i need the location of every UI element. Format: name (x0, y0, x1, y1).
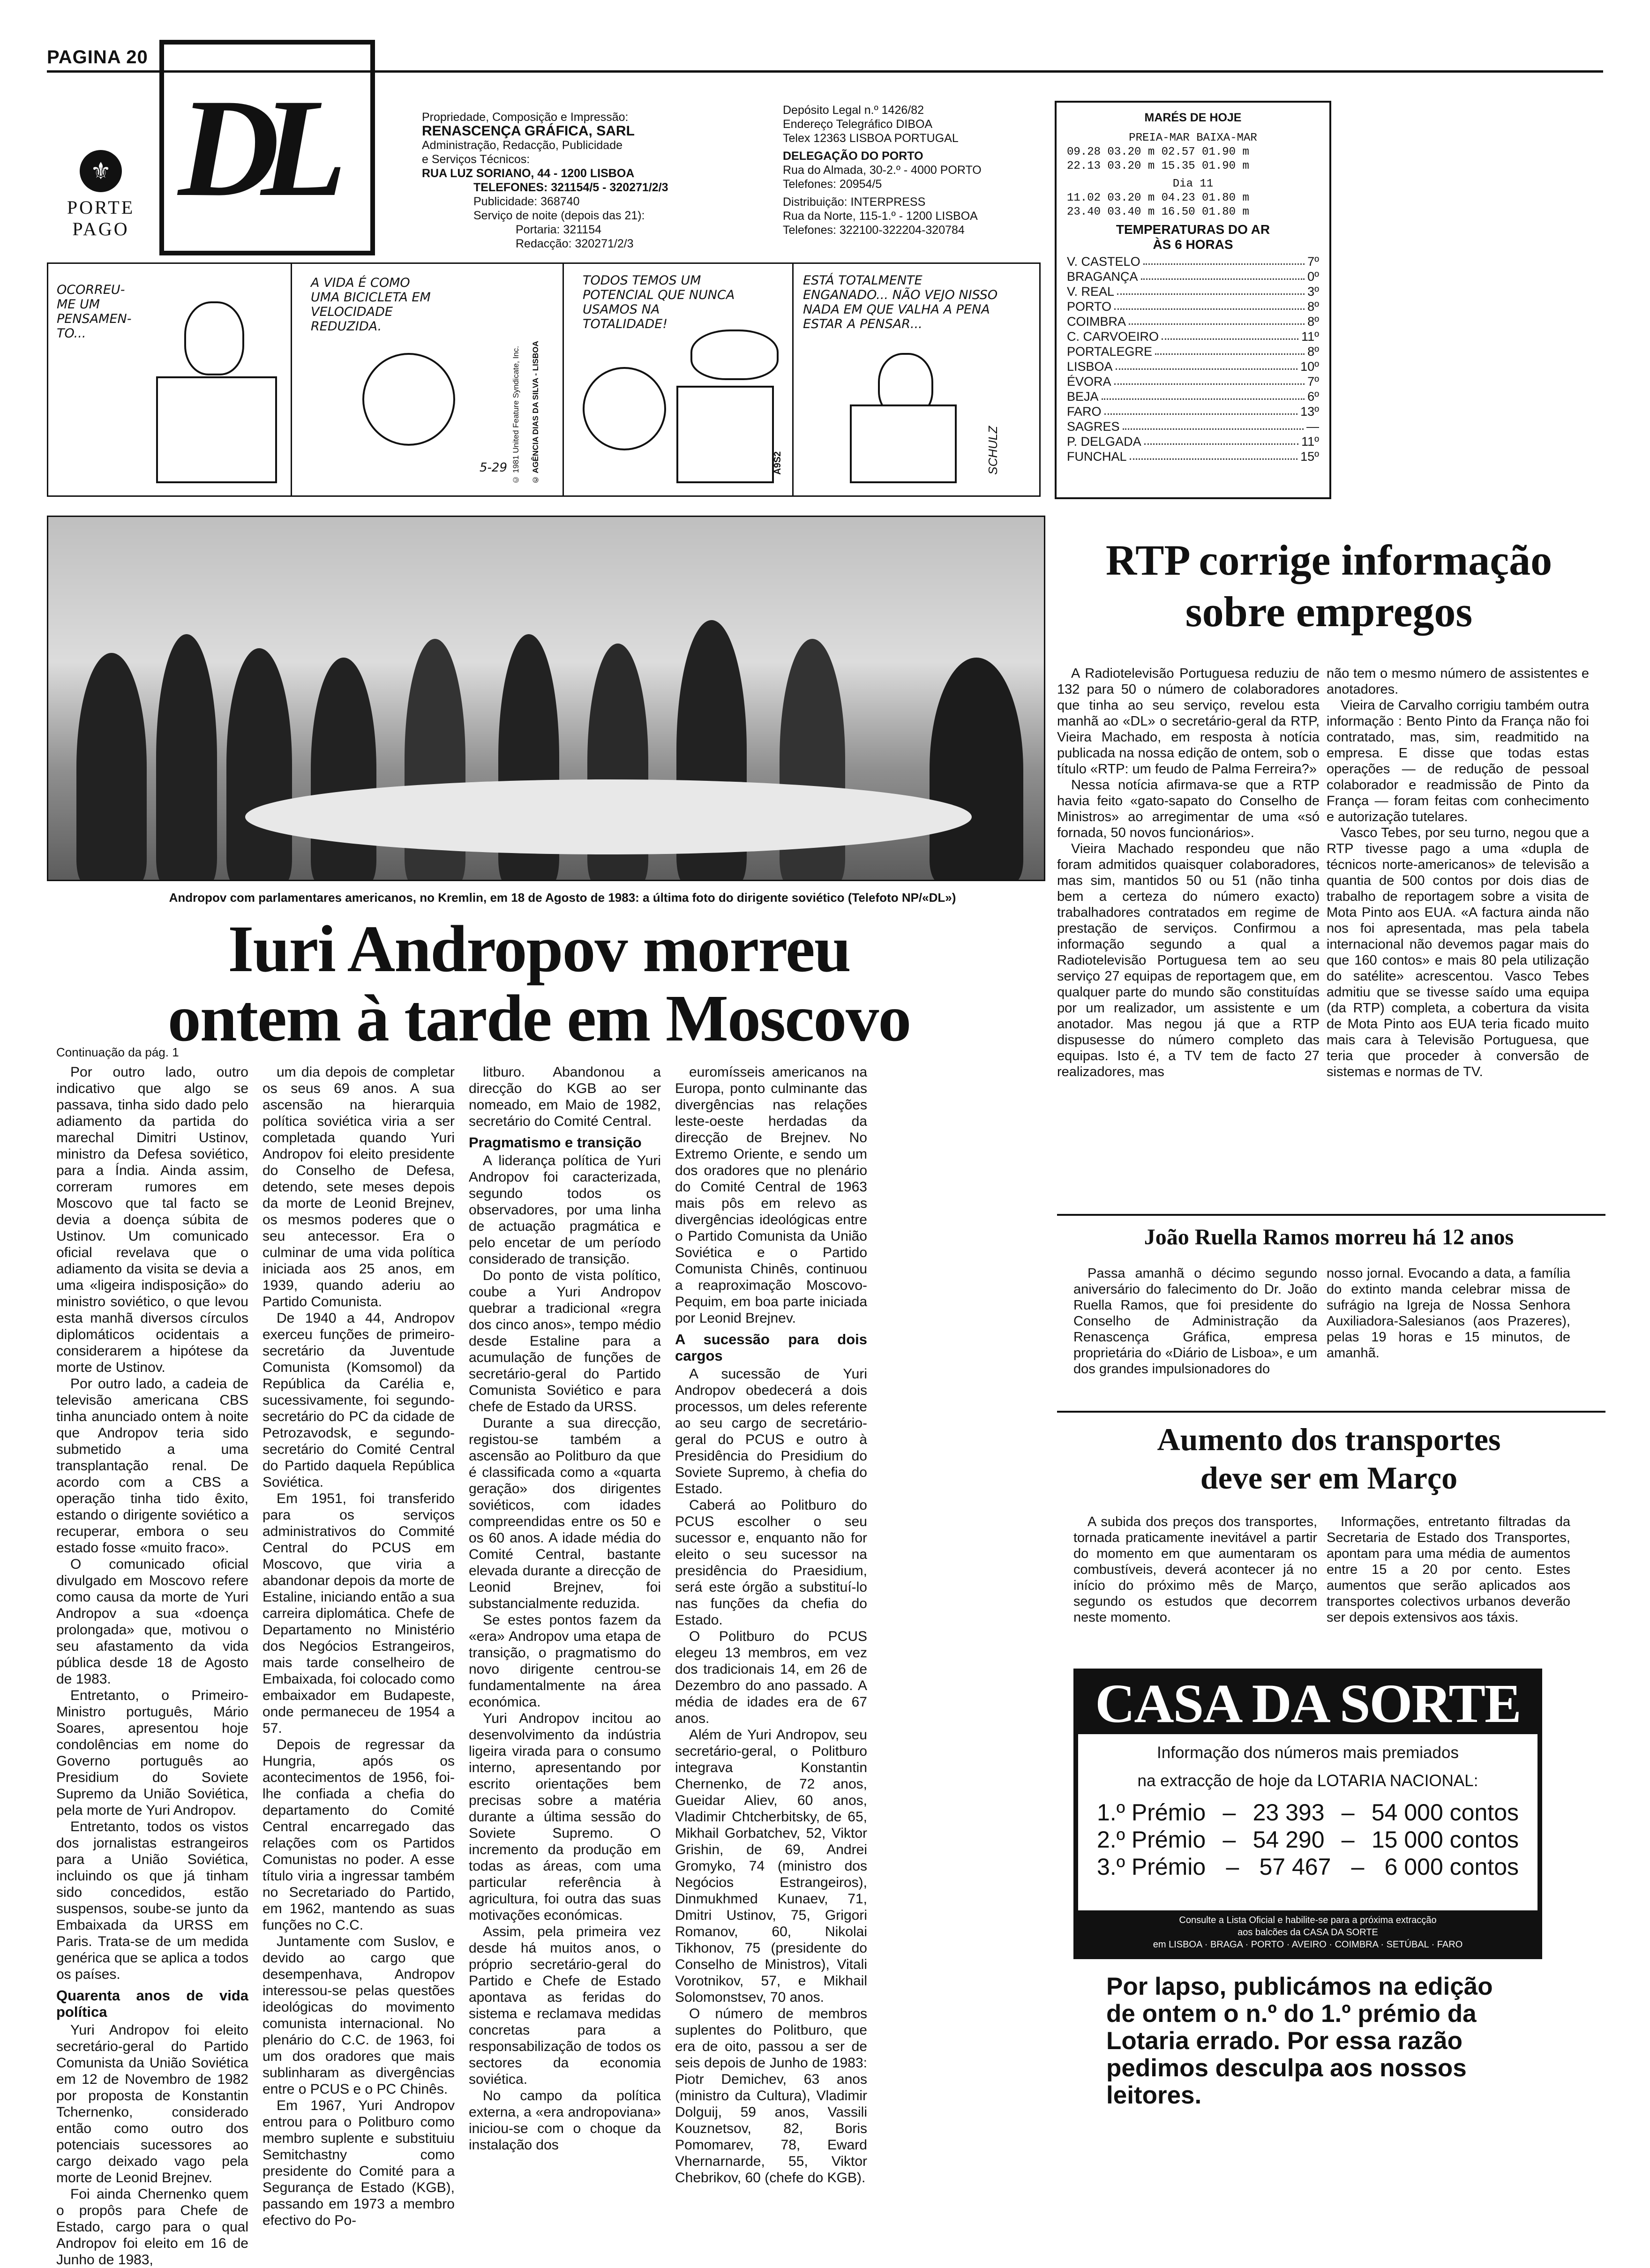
comic-copyright (511, 273, 525, 484)
paragraph: Entretanto, o Primeiro-Ministro português, Mário Soares, apresentou hoje condolências em nome do Governo português ao Presidium do Soviete Supremo da União Soviética, pela morte de Yuri Andropov. (56, 1688, 248, 1818)
paragraph: Vasco Tebes, por seu turno, negou que a RTP tivesse pago a uma «dupla de técnicos norte-americanos» de televisão a quantia de 500 contos por dois dias de trabalho de reportagem sobre a visita de Mota Pinto aos EUA. «A factura ainda não nos foi apresentada, mas pela tabela internacional não devemos pagar mais do que 160 contos» e mais 80 pela utilização do satélite» acrescentou. Vasco Tebes admitiu que se tivesse saído uma equipa (da RTP) completa, a cobertura da visita de Mota Pinto aos EUA teria ficado muito mais cara à Televisão Portuguesa, que teria que proceder à conversão de sistemas e normas de TV. (1327, 825, 1589, 1079)
paragraph: Do ponto de vista político, coube a Yuri Andropov quebrar a tradicional «regra dos cinco anos», tempo médio desde Estaline para a acumulação de funções de secretário-geral do Partido Comunista Soviético e para chefe de Estado da URSS. (469, 1268, 661, 1415)
paragraph: euromísseis americanos na Europa, ponto culminante das divergências nas relações leste-oeste herdadas da direcção de Brejnev. No Extremo Oriente, e sendo um dos oradores que no plenário do Comité Central de 1963 mais pôs em relevo as divergências ideológicas entre o Partido Comunista da União Soviética e o Partido Comunista Chinês, continuou a reaproximação Moscovo-Pequim, em boa parte iniciada por Leonid Brejnev. (675, 1064, 867, 1326)
logo-text: DL (178, 70, 328, 225)
city-temp: 0º (1307, 269, 1319, 284)
paragraph: No campo da política externa, a «era andropoviana» iniciou-se com o choque da instalação dos (469, 2088, 661, 2153)
city-name: FUNCHAL (1067, 449, 1127, 464)
city-temp: 8º (1307, 344, 1319, 359)
temperature-list (1067, 254, 1319, 464)
paragraph: Depois de regressar da Hungria, após os acontecimentos de 1956, foi-lhe confiada a chefia do departamento do Comité Central encarregado das relações com os Partidos Comunistas no poder. A esse título viria a ingressar também no Secretariado do Partido, em 1962, mantendo as suas funções no C.C. (262, 1737, 455, 1933)
speech-bubble: ESTÁ TOTALMENTE ENGANADO... NÃO VEJO NISSO NADA EM QUE VALHA A PENA ESTAR A PENSAR... (803, 273, 998, 331)
speech-bubble: TODOS TEMOS UM POTENCIAL QUE NUNCA USAMOS NA TOTALIDADE! (583, 273, 735, 331)
article-column-3 (469, 1064, 661, 2153)
transportes-headline-1: Aumento dos transportes (1157, 1422, 1501, 1457)
paragraph: A Radiotelevisão Portuguesa reduziu de 132 para 50 o número de colaboradores que tinha ao seu serviço, revelou esta manhã ao «DL» o secretário-geral da RTP, Vieira Machado, em resposta à notícia publicada na nossa edição de ontem, sob o título «RTP: um feudo de Palma Ferreira?» (1057, 666, 1320, 777)
comic-panel-1 (48, 264, 292, 495)
comic-agency (531, 273, 545, 484)
city-name: P. DELGADA (1067, 434, 1141, 449)
prize-amount: 6 000 contos (1384, 1854, 1519, 1880)
correction-notice: Por lapso, publicámos na edição de ontem o n.º do 1.º prémio da Lotaria errado. Por essa razão pedimos desculpa aos nossos leitores. (1106, 1973, 1493, 2109)
paragraph: não tem o mesmo número de assistentes e anotadores. (1327, 666, 1589, 697)
city-temp: 11º (1301, 329, 1319, 344)
comic-signature: SCHULZ (986, 426, 1000, 475)
andropov-photo (47, 516, 1045, 881)
conference-table (245, 779, 972, 854)
ad-footer-line: Consulte a Lista Oficial e habilite-se para a próxima extracção (1179, 1915, 1437, 1925)
crest-icon: ⚜ (80, 150, 122, 192)
prize-rank: 2.º Prémio (1097, 1826, 1206, 1853)
ruella-headline: João Ruella Ramos morreu há 12 anos (1144, 1225, 1514, 1250)
paragraph: Vieira de Carvalho corrigiu também outra informação : Bento Pinto da França não foi contratado, mas, sim, readmitido na empresa. E disse que todas estas operações — de redução de pessoal colaborador e readmissão de Pinto da França — foram feitas com conhecimento e autorização tutelares. (1327, 698, 1589, 824)
paragraph: O número de membros suplentes do Politburo, que era de oito, passou a ser de seis depois de Junho de 1983: Piotr Demichev, 63 anos (ministro da Cultura), Vladimir Dolguij, 59 anos, Vassili Kouznetsov, 82, Boris Pomomarev, 78, Eward Vhernarnarde, 55, Viktor Chebrikov, 60 (chefe do KGB). (675, 2006, 867, 2186)
paragraph: Durante a sua direcção, registou-se também a ascensão ao Politburo da que é classificada como a «quarta geração» dos dirigentes soviéticos, com idades compreendidas entre os 50 e os 60 anos. A idade média do Comité Central, bastante elevada durante a direcção de Leonid Brejnev, foi substancialmente reduzida. (469, 1415, 661, 1611)
city-row (1067, 314, 1319, 329)
masthead-line: Propriedade, Composição e Impressão: (422, 111, 629, 124)
city-name: COIMBRA (1067, 314, 1126, 329)
city-row (1067, 344, 1319, 359)
city-name: SAGRES (1067, 419, 1120, 434)
photo-caption: Andropov com parlamentares americanos, no Kremlin, em 18 de Agosto de 1983: a última foto do dirigente soviético (Telefoto NP/«DL») (169, 891, 956, 905)
ad-title: CASA DA SORTE (1078, 1673, 1538, 1734)
continuation-note: Continuação da pág. 1 (56, 1045, 179, 1059)
paragraph: De 1940 a 44, Andropov exerceu funções de primeiro-secretário da Juventude Comunista (Komsomol) da República da Carélia e, sucessivamente, foi segundo-secretário do PC da cidade de Petrozavodsk, e segundo-secretário do Comité Central do Partido daquela República Soviética. (262, 1310, 455, 1490)
porte-pago-stamp (47, 150, 155, 258)
casa-da-sorte-ad (1073, 1669, 1542, 1959)
tide-row: 11.02 03.20 m 04.23 01.80 m (1067, 192, 1249, 204)
snoopy-figure (184, 301, 244, 375)
masthead-left-info (422, 110, 759, 251)
masthead-line: Distribuição: INTERPRESS (783, 195, 926, 209)
article-column-4 (675, 1064, 867, 2186)
prize-row: 1.º Prémio – 23 393 – 54 000 contos (1097, 1799, 1519, 1826)
masthead-line: Rua do Almada, 30-2.º - 4000 PORTO (783, 164, 982, 177)
city-row (1067, 389, 1319, 404)
subheading: A sucessão para dois cargos (675, 1331, 867, 1364)
person-silhouette (156, 634, 217, 881)
paragraph: Entretanto, todos os vistos dos jornalistas estrangeiros para a União Soviética, incluindo os que já tinham sido concedidos, estão suspensos, soube-se junto da Embaixada da URSS em Paris. Trata-se de um medida genérica que se aplica a todos os países. (56, 1819, 248, 1982)
tides-title: MARÉS DE HOJE (1144, 111, 1242, 124)
linus-figure (583, 367, 666, 450)
paragraph: Caberá ao Politburo do PCUS escolher o seu sucessor e, enquanto não for eleito o seu sucessor na presidência do Praesidium, será este órgão a substituí-lo nas funções da chefia do Estado. (675, 1497, 867, 1628)
masthead-line: Depósito Legal n.º 1426/82 (783, 104, 924, 117)
prize-row: 3.º Prémio – 57 467 – 6 000 contos (1097, 1854, 1519, 1880)
paragraph: Juntamente com Suslov, e devido ao cargo que desempenhava, Andropov interessou-se pelas questões ideológicas do movimento comunista internacional. No plenário do C.C. de 1963, foi um dos oradores que mais sublinharam as divergências entre o PCUS e o PC Chinês. (262, 1934, 455, 2097)
ad-footer-line: em LISBOA · BRAGA · PORTO · AVEIRO · COIMBRA · SETÚBAL · FARO (1153, 1939, 1463, 1950)
main-headline (141, 914, 938, 1053)
ruella-column-right (1327, 1265, 1570, 1361)
masthead-line: TELEFONES: 321154/5 - 320271/2/3 (473, 181, 668, 194)
city-temp: — (1306, 419, 1319, 434)
city-temp: 8º (1307, 314, 1319, 329)
ruella-column-left (1073, 1265, 1317, 1377)
paragraph: Passa amanhã o décimo segundo aniversário do falecimento do Dr. João Ruella Ramos, que foi presidente do Conselho de Administração da Renascença Gráfica, empresa proprietária do «Diário de Lisboa», e um dos grandes impulsionadores do (1073, 1266, 1317, 1377)
masthead-line: Telefones: 20954/5 (783, 178, 882, 191)
prize-rank: 1.º Prémio (1097, 1799, 1206, 1826)
city-name: C. CARVOEIRO (1067, 329, 1159, 344)
city-row (1067, 254, 1319, 269)
linus-figure (362, 353, 455, 446)
speech-bubble: OCORREU-ME UM PENSAMEN-TO... (57, 283, 132, 341)
city-row (1067, 419, 1319, 434)
prize-amount: 54 000 contos (1371, 1799, 1519, 1826)
city-row (1067, 329, 1319, 344)
snoopy-figure (690, 329, 779, 380)
city-temp: 8º (1307, 299, 1319, 314)
city-row (1067, 359, 1319, 374)
masthead-line: RUA LUZ SORIANO, 44 - 1200 LISBOA (422, 167, 635, 180)
paragraph: nosso jornal. Evocando a data, a família do extinto manda celebrar missa de sufrágio na Igreja de Nossa Senhora Auxiliadora-Salesianos (aos Prazeres), pelas 19 horas e 15 minutos, de amanhã. (1327, 1266, 1570, 1361)
city-row (1067, 284, 1319, 299)
city-row (1067, 299, 1319, 314)
tide-row: 23.40 03.40 m 16.50 01.80 m (1067, 206, 1249, 218)
paragraph: Yuri Andropov incitou ao desenvolvimento da indústria ligeira virada para o consumo interno, apresentando por escrito orientações bem precisas sobre a matéria durante a última sessão do Soviete Supremo. O incremento da produção em todas as áreas, com uma particular referência à agricultura, foi outra das suas motivações económicas. (469, 1711, 661, 1923)
person-silhouette (76, 653, 147, 881)
person-silhouette (226, 648, 292, 881)
masthead-line: Administração, Redacção, Publicidade (422, 139, 623, 152)
rtp-headline-2: sobre empregos (1185, 588, 1473, 636)
transportes-column-left (1073, 1514, 1317, 1625)
rtp-headline (1050, 534, 1608, 637)
tides-day: Dia 11 (1172, 178, 1214, 190)
city-row (1067, 269, 1319, 284)
article-column-2 (262, 1064, 455, 2229)
masthead-right-info (783, 103, 1045, 237)
person-silhouette (311, 658, 376, 881)
city-name: V. REAL (1067, 284, 1115, 299)
city-temp: 7º (1307, 254, 1319, 269)
tide-row: 22.13 03.20 m 15.35 01.90 m (1067, 160, 1249, 172)
prize-number: 57 467 (1259, 1854, 1331, 1880)
rtp-column-right (1327, 666, 1589, 1080)
headline-line-1: Iuri Andropov morreu (228, 912, 850, 986)
comic-panel-2 (292, 264, 564, 495)
city-row (1067, 374, 1319, 389)
paragraph: Assim, pela primeira vez desde há muitos anos, o próprio secretário-geral do Partido e Chefe de Estado apontava as feridas do sistema e reclamava medidas concretas para a responsabilização de todos os sectores da economia soviética. (469, 1924, 661, 2087)
agency-text: © AGÊNCIA DIAS DA SILVA - LISBOA (531, 341, 540, 484)
peanuts-comic-strip (47, 262, 1041, 497)
ad-intro-2: na extracção de hoje da LOTARIA NACIONAL: (1137, 1772, 1478, 1790)
city-temp: 7º (1307, 374, 1319, 389)
city-temp: 15º (1300, 449, 1319, 464)
paragraph: Vieira Machado respondeu que não foram admitidos quaisquer colaboradores, mas sim, mantidos 50 ou 51 (não tinha bem a certeza do número exacto) trabalhadores contratados em regime de prestação de serviços. Confirmou a informação segundo a qual a Radiotelevisão Portuguesa tem ao seu serviço 27 equipas de reportagem que, em qualquer parte do mundo são constituídas por um realizador, um assistente e um anotador. Mas negou já que a RTP dispusesse do número completo das equipas. Isto é, a TV tem de facto 27 realizadores, mas (1057, 841, 1320, 1079)
paragraph: Informações, entretanto filtradas da Secretaria de Estado dos Transportes, apontam para uma média de aumentos entre 15 a 20 por cento. Estes aumentos que serão aplicados aos transportes colectivos urbanos deverão ser depois extensivos aos táxis. (1327, 1514, 1570, 1625)
paragraph: A sucessão de Yuri Andropov obedecerá a dois processos, um deles referente ao seu cargo de secretário-geral do PCUS e outro à Presidência do Presidium do Soviete Supremo, à chefia do Estado. (675, 1366, 867, 1497)
masthead-line: Serviço de noite (depois das 21): (473, 209, 645, 222)
city-temp: 10º (1300, 359, 1319, 374)
paragraph: litburo. Abandonou a direcção do KGB ao ser nomeado, em Maio de 1982, secretário do Comité Central. (469, 1064, 661, 1129)
transportes-column-right (1327, 1514, 1570, 1625)
paragraph: O Politburo do PCUS elegeu 13 membros, em vez dos tradicionais 14, em 26 de Dezembro do ano passado. A média de idades era de 67 anos. (675, 1629, 867, 1726)
transportes-headline (1050, 1420, 1608, 1497)
speech-bubble: A VIDA É COMO UMA BICICLETA EM VELOCIDADE REDUZIDA. (311, 276, 431, 334)
section-divider (1057, 1411, 1605, 1413)
city-name: PORTO (1067, 299, 1112, 314)
rtp-headline-1: RTP corrige informação (1105, 536, 1552, 584)
transportes-headline-2: deve ser em Março (1200, 1460, 1458, 1496)
paragraph: Se estes pontos fazem da «era» Andropov uma etapa de transição, o pragmatismo do novo dirigente centrou-se fundamentalmente na área económica. (469, 1612, 661, 1710)
newspaper-logo (159, 40, 375, 255)
paragraph: Yuri Andropov foi eleito secretário-geral do Partido Comunista da União Soviética em 12 de Novembro de 1982 por proposta de Konstantin Tchernenko, considerado então como outro dos potenciais sucessores ao cargo deixado vago pela morte de Leonid Brejnev. (56, 2022, 248, 2186)
city-temp: 13º (1300, 404, 1319, 419)
person-silhouette (930, 658, 1023, 881)
paragraph: Foi ainda Chernenko quem o propôs para Chefe de Estado, cargo para o qual Andropov foi eleito em 16 de Junho de 1983, (56, 2186, 248, 2268)
prize-list (1078, 1790, 1538, 1880)
comic-panel-3 (564, 264, 794, 495)
city-name: V. CASTELO (1067, 254, 1140, 269)
ad-intro-1: Informação dos números mais premiados (1157, 1744, 1459, 1762)
doghouse-figure (850, 404, 957, 483)
city-name: FARO (1067, 404, 1102, 419)
comic-date: 5-29 (480, 461, 508, 475)
copyright-text: © 1981 United Feature Syndicate, Inc. (511, 346, 520, 484)
paragraph: Em 1967, Yuri Andropov entrou para o Politburo como membro suplente e substituiu Semitchastny como presidente do Comité para a Segurança de Estado (KGB), passando em 1973 a membro efectivo do Po- (262, 2098, 455, 2228)
prize-amount: 15 000 contos (1371, 1826, 1519, 1853)
city-name: PORTALEGRE (1067, 344, 1153, 359)
subheading: Pragmatismo e transição (469, 1134, 642, 1151)
city-row (1067, 449, 1319, 464)
doghouse-figure (156, 376, 277, 483)
paragraph: Em 1951, foi transferido para os serviços administrativos do Commité Central do PCUS em Moscovo, que viria a abandonar depois da morte de Estaline, iniciando então a sua carreira diplomática. Chefe de Departamento no Ministério dos Negócios Estrangeiros, mais tarde conselheiro de Embaixada, foi colocado como embaixador em Budapeste, onde permaneceu de 1954 a 57. (262, 1491, 455, 1736)
ad-footer-line: aos balcões da CASA DA SORTE (1238, 1927, 1378, 1938)
paragraph: A subida dos preços dos transportes, tornada praticamente inevitável a partir do momento em que aumentaram os combustíveis, deverá acontecer já no início do próximo mês de Março, segundo os estudos que decorrem neste momento. (1073, 1514, 1317, 1625)
paragraph: Além de Yuri Andropov, seu secretário-geral, o Politburo integrava Konstantin Chernenko, de 72 anos, Gueidar Aliev, 60 anos, Vladimir Chtcherbitsky, de 65, Mikhail Gorbatchev, 52, Viktor Grishin, de 69, Andrei Gromyko, 74 (ministro dos Negócios Estrangeiros), Dinmukhmed Kunaev, 71, Dmitri Ustinov, 75, Grigori Romanov, 60, Nikolai Tikhonov, 75 (presidente do Conselho de Ministros), Vitali Vorotnikov, 57, e Mikhail Solomonstsev, 70 anos. (675, 1727, 867, 2005)
temp-subtitle: ÀS 6 HORAS (1153, 237, 1233, 252)
masthead-line: Publicidade: 368740 (473, 195, 580, 208)
article-column-1 (56, 1064, 248, 2268)
masthead-line: Telex 12363 LISBOA PORTUGAL (783, 132, 959, 145)
masthead-line: Redacção: 320271/2/3 (516, 237, 634, 250)
city-temp: 6º (1307, 389, 1319, 404)
city-row (1067, 404, 1319, 419)
subheading: Quarenta anos de vida política (56, 1987, 248, 2020)
page-number: PAGINA 20 (47, 47, 148, 67)
masthead-line: Rua da Norte, 115-1.º - 1200 LISBOA (783, 210, 978, 223)
paragraph: A liderança política de Yuri Andropov foi caracterizada, segundo todos os observadores, por uma linha de actuação pragmática e pelo encetar de um período considerado de transição. (469, 1153, 661, 1267)
weather-tide-box (1055, 101, 1331, 499)
masthead-line: DELEGAÇÃO DO PORTO (783, 150, 923, 163)
porte-line: PORTE (67, 197, 135, 218)
city-name: BEJA (1067, 389, 1099, 404)
paragraph: um dia depois de completar os seus 69 anos. A sua ascensão na hierarquia política soviética viria a ser completada quando Yuri Andropov foi eleito presidente do Conselho de Defesa, detendo, sete meses depois da morte de Leonid Brejnev, os mesmos poderes que o seu antecessor. Era o culminar de uma vida política iniciada aos 25 anos, em 1939, quando aderiu ao Partido Comunista. (262, 1064, 455, 1310)
ad-footer (1078, 1910, 1538, 1954)
city-row (1067, 434, 1319, 449)
masthead-line: Endereço Telegráfico DIBOA (783, 118, 933, 131)
doghouse-figure (676, 386, 774, 483)
masthead-line: Telefones: 322100-322204-320784 (783, 224, 965, 237)
paragraph: Por outro lado, outro indicativo que algo se passava, tinha sido dado pelo adiamento da partida do marechal Dimitri Ustinov, ministro da Defesa soviético, para a Índia. Ainda assim, correram rumores em Moscovo que tal facto se devia a doença súbita de Ustinov. Um comunicado oficial revelava que o adiamento da visita se devia a uma «ligeira indisposição» do ministro soviético, o que levou esta manhã diversos círculos diplomáticos ocidentais a considerarem a hipótese da morte de Ustinov. (56, 1064, 248, 1375)
headline-line-2: ontem à tarde em Moscovo (167, 981, 911, 1055)
comic-code: A9S2 (772, 451, 783, 475)
masthead-line: RENASCENÇA GRÁFICA, SARL (422, 123, 635, 139)
paragraph: O comunicado oficial divulgado em Moscovo refere como causa da morte de Yuri Andropov a sua «doença prolongada» que, motivou o seu afastamento da vida pública desde 18 de Agosto de 1983. (56, 1557, 248, 1687)
paragraph: Por outro lado, a cadeia de televisão americana CBS tinha anunciado ontem à noite que Andropov teria sido submetido a uma transplantação renal. De acordo com a CBS a operação tinha tido êxito, estando o dirigente soviético a recuperar, embora o seu estado fosse «muito fraco». (56, 1376, 248, 1556)
tide-row: 09.28 03.20 m 02.57 01.90 m (1067, 146, 1249, 158)
city-temp: 3º (1307, 284, 1319, 299)
rtp-column-left (1057, 666, 1320, 1080)
comic-panel-4 (794, 264, 1042, 495)
prize-rank: 3.º Prémio (1097, 1854, 1206, 1880)
city-temp: 11º (1301, 434, 1319, 449)
section-divider (1057, 1214, 1605, 1216)
temp-title: TEMPERATURAS DO AR (1116, 222, 1270, 237)
city-name: LISBOA (1067, 359, 1113, 374)
pago-line: PAGO (72, 218, 129, 240)
prize-number: 54 290 (1252, 1826, 1325, 1853)
masthead-line: Portaria: 321154 (516, 223, 601, 236)
prize-number: 23 393 (1252, 1799, 1325, 1826)
masthead-line: e Serviços Técnicos: (422, 153, 530, 166)
city-name: BRAGANÇA (1067, 269, 1138, 284)
prize-row: 2.º Prémio – 54 290 – 15 000 contos (1097, 1826, 1519, 1853)
tides-header: PREIA-MAR BAIXA-MAR (1129, 132, 1257, 144)
city-name: ÉVORA (1067, 374, 1111, 389)
paragraph: Nessa notícia afirmava-se que a RTP havia feito «gato-sapato do Conselho de Ministros» ao arregimentar de uma «só fornada, 50 novos funcionários». (1057, 778, 1320, 840)
